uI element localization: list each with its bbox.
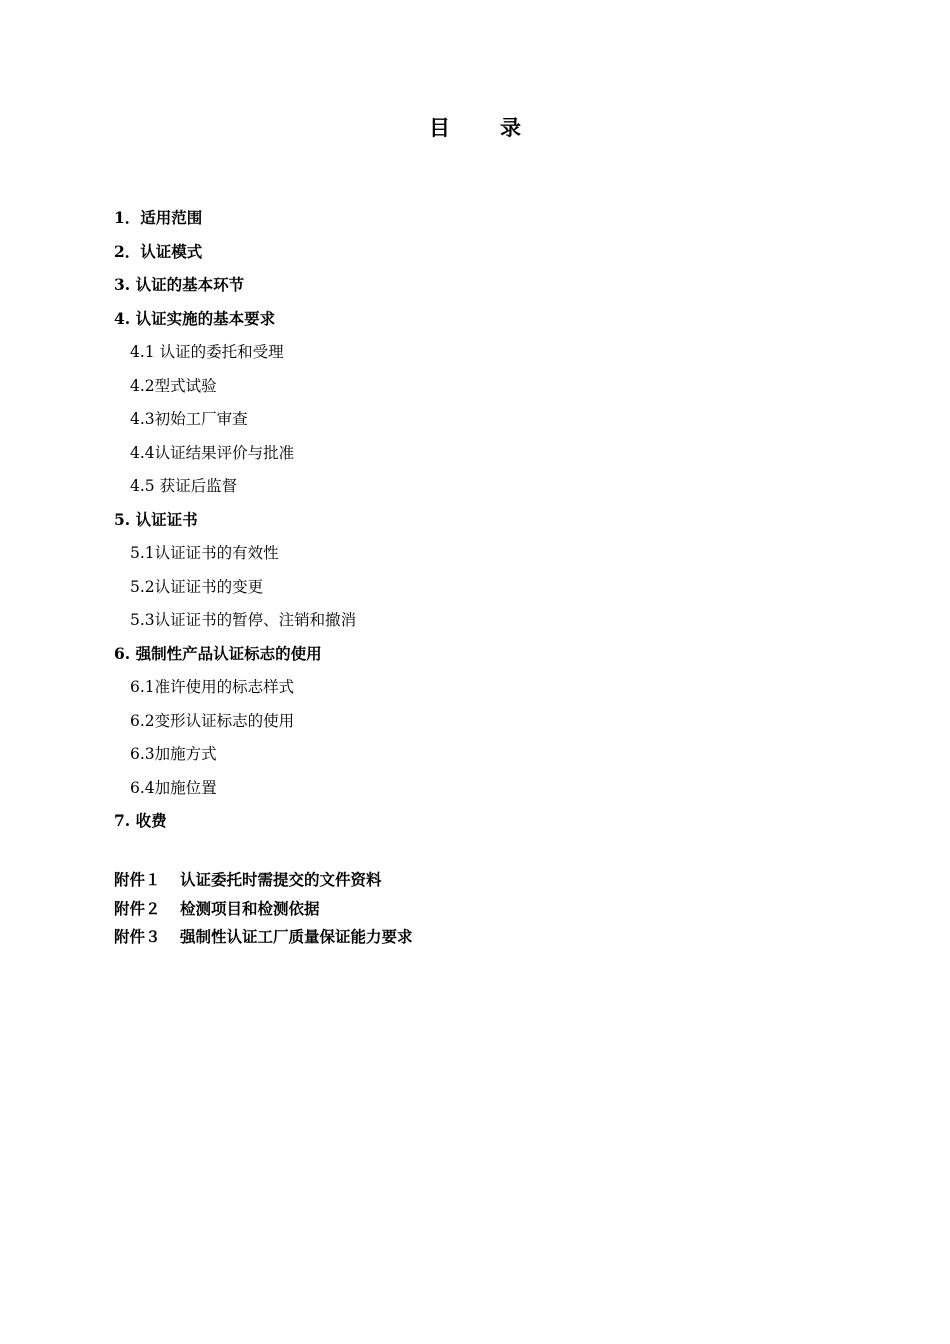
toc-subsection-entry: 6.3加施方式 [130,745,217,763]
page-title [0,112,950,142]
toc-section-entry: 2．认证模式 [114,241,203,261]
annex-number: 附件２ [114,898,161,918]
toc-subsection-entry: 5.2认证证书的变更 [130,577,264,596]
annex-title: 检测项目和检测依据 [180,898,320,918]
toc-section-entry: 4. 认证实施的基本要求 [114,308,276,328]
toc-section-entry: 7. 收费 [114,811,167,830]
toc-subsection-entry: 6.4加施位置 [130,778,217,797]
toc-subsection-entry: 4.3初始工厂审查 [130,410,248,428]
annex-number: 附件３ [114,927,161,946]
toc-section-entry: 1．适用范围 [114,208,203,227]
toc-section-entry: 5. 认证证书 [114,509,198,529]
toc-subsection-entry: 5.3认证证书的暂停、注销和撤消 [130,611,357,629]
annex-entry [114,868,874,897]
title-char-1: 目 [429,115,450,140]
toc-subsection-entry: 4.4认证结果评价与批准 [130,443,295,462]
annex-number: 附件１ [114,870,161,889]
toc-subsection-entry: 4.1 认证的委托和受理 [130,343,284,361]
toc-subsection-entry: 4.2型式试验 [130,376,217,395]
toc-section-entry: 3. 认证的基本环节 [114,275,245,294]
annex-entry [114,897,874,926]
toc-subsection-entry: 6.2变形认证标志的使用 [130,711,295,730]
annex-entry [114,925,874,954]
annex-list [114,868,874,954]
title-char-2: 录 [500,115,521,140]
toc-subsection-entry: 4.5 获证后监督 [130,477,238,495]
toc-subsection-entry: 6.1准许使用的标志样式 [130,678,295,696]
table-of-contents [114,205,874,842]
annex-title: 强制性认证工厂质量保证能力要求 [180,927,413,946]
toc-subsection-entry: 5.1认证证书的有效性 [130,544,279,562]
toc-section-entry: 6. 强制性产品认证标志的使用 [114,643,322,663]
annex-title: 认证委托时需提交的文件资料 [180,870,382,889]
